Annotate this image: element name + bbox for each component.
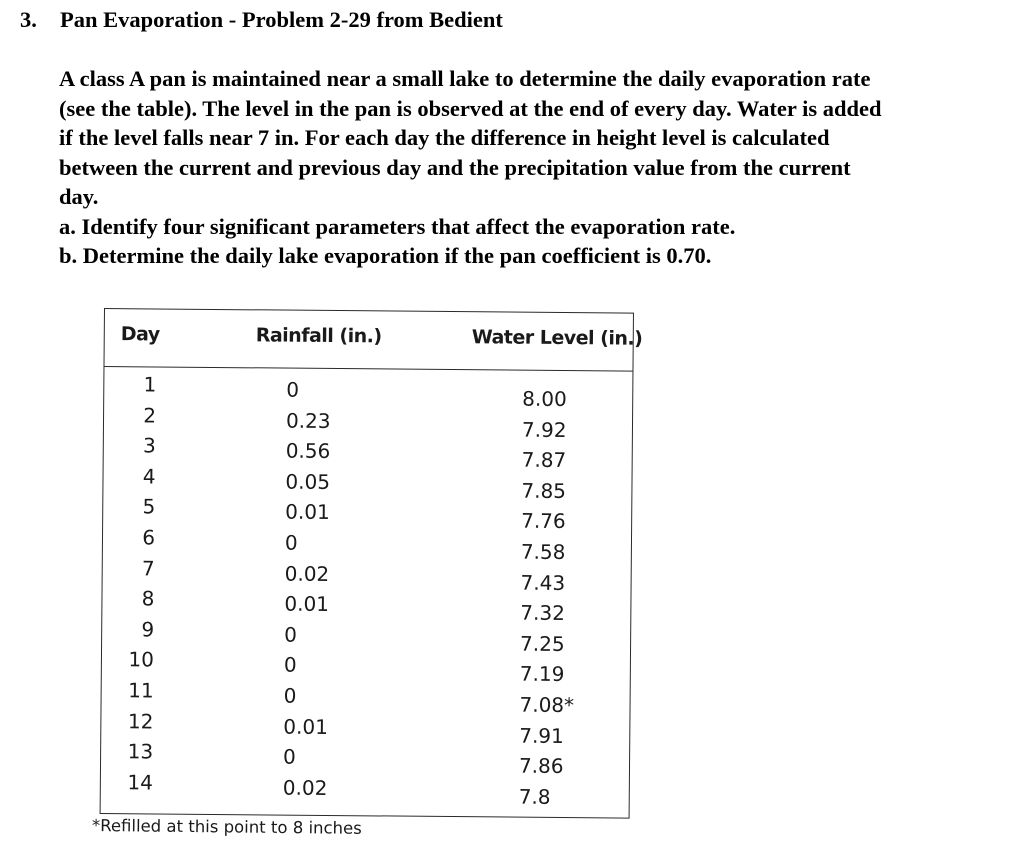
day-cell: 2 bbox=[143, 402, 157, 428]
column-header-water-level: Water Level (in.) bbox=[471, 326, 643, 350]
problem-heading bbox=[20, 4, 503, 36]
problem-title: Pan Evaporation - Problem 2-29 from Bedient bbox=[60, 7, 503, 32]
rainfall-cell: 0 bbox=[286, 377, 300, 402]
problem-statement bbox=[59, 64, 1014, 271]
water-level-cell: 7.76 bbox=[521, 509, 566, 534]
day-cell: 8 bbox=[141, 586, 155, 611]
question-part-a: a. Identify four significant parameters that affect the evaporation rate. bbox=[59, 213, 736, 239]
rainfall-cell: 0.56 bbox=[285, 438, 331, 464]
day-cell: 3 bbox=[142, 433, 156, 458]
water-level-cell: 7.85 bbox=[521, 478, 567, 503]
problem-number: 3. bbox=[20, 7, 37, 32]
problem-line: day. bbox=[59, 184, 99, 209]
day-column bbox=[115, 369, 157, 798]
problem-line: if the level falls near 7 in. For each day the difference in height level is calculated bbox=[59, 125, 830, 150]
rainfall-cell: 0.01 bbox=[284, 591, 330, 617]
day-cell: 14 bbox=[127, 769, 153, 795]
table-header-row bbox=[104, 309, 643, 372]
day-cell: 1 bbox=[143, 372, 157, 397]
water-level-cell: 7.58 bbox=[520, 539, 566, 565]
day-cell: 7 bbox=[141, 555, 155, 581]
water-level-cell: 7.92 bbox=[521, 417, 567, 442]
table-footnote: *Refilled at this point to 8 inches bbox=[91, 816, 362, 838]
rainfall-cell: 0 bbox=[284, 622, 297, 647]
column-header-day: Day bbox=[120, 323, 160, 346]
rainfall-cell: 0.01 bbox=[285, 499, 330, 525]
rainfall-cell: 0 bbox=[283, 683, 297, 708]
day-cell: 13 bbox=[127, 739, 154, 764]
rainfall-cell: 0.02 bbox=[284, 561, 330, 586]
problem-line: A class A pan is maintained near a small lake to determine the daily evaporation rate bbox=[59, 66, 871, 91]
water-level-cell: 7.32 bbox=[520, 600, 565, 626]
water-level-cell: 7.8 bbox=[518, 784, 551, 809]
problem-line: between the current and previous day and the precipitation value from the current bbox=[59, 154, 851, 180]
rainfall-cell: 0.05 bbox=[285, 469, 331, 494]
day-cell: 10 bbox=[128, 647, 155, 672]
rainfall-column bbox=[283, 375, 331, 804]
day-cell: 12 bbox=[127, 708, 154, 733]
rainfall-cell: 0 bbox=[282, 744, 296, 769]
rainfall-cell: 0 bbox=[283, 652, 297, 678]
day-cell: 6 bbox=[142, 525, 156, 550]
rainfall-cell: 0.01 bbox=[283, 714, 328, 739]
question-part-b: b. Determine the daily lake evaporation if the pan coefficient is 0.70. bbox=[59, 243, 712, 268]
day-cell: 11 bbox=[128, 678, 154, 703]
day-cell: 9 bbox=[141, 617, 155, 642]
rainfall-cell: 0.02 bbox=[282, 775, 328, 800]
water-level-cell: 8.00 bbox=[522, 386, 567, 412]
water-level-cell: 7.25 bbox=[519, 631, 565, 656]
data-table bbox=[100, 308, 643, 819]
problem-line: (see the table). The level in the pan is observed at the end of every day. Water is added bbox=[59, 95, 882, 121]
day-cell: 5 bbox=[142, 494, 156, 519]
water-level-cell: 7.87 bbox=[521, 447, 567, 473]
water-level-cell: 7.43 bbox=[520, 570, 566, 595]
water-level-cell: 7.91 bbox=[519, 723, 564, 748]
water-level-cell: 7.19 bbox=[519, 661, 565, 687]
water-level-cell: 7.86 bbox=[518, 753, 564, 779]
day-cell: 4 bbox=[142, 464, 156, 489]
column-header-rainfall: Rainfall (in.) bbox=[255, 324, 382, 348]
water-level-cell: 7.08* bbox=[519, 692, 575, 718]
water-level-column bbox=[519, 384, 577, 813]
rainfall-cell: 0.23 bbox=[285, 408, 331, 433]
rainfall-cell: 0 bbox=[284, 530, 298, 555]
